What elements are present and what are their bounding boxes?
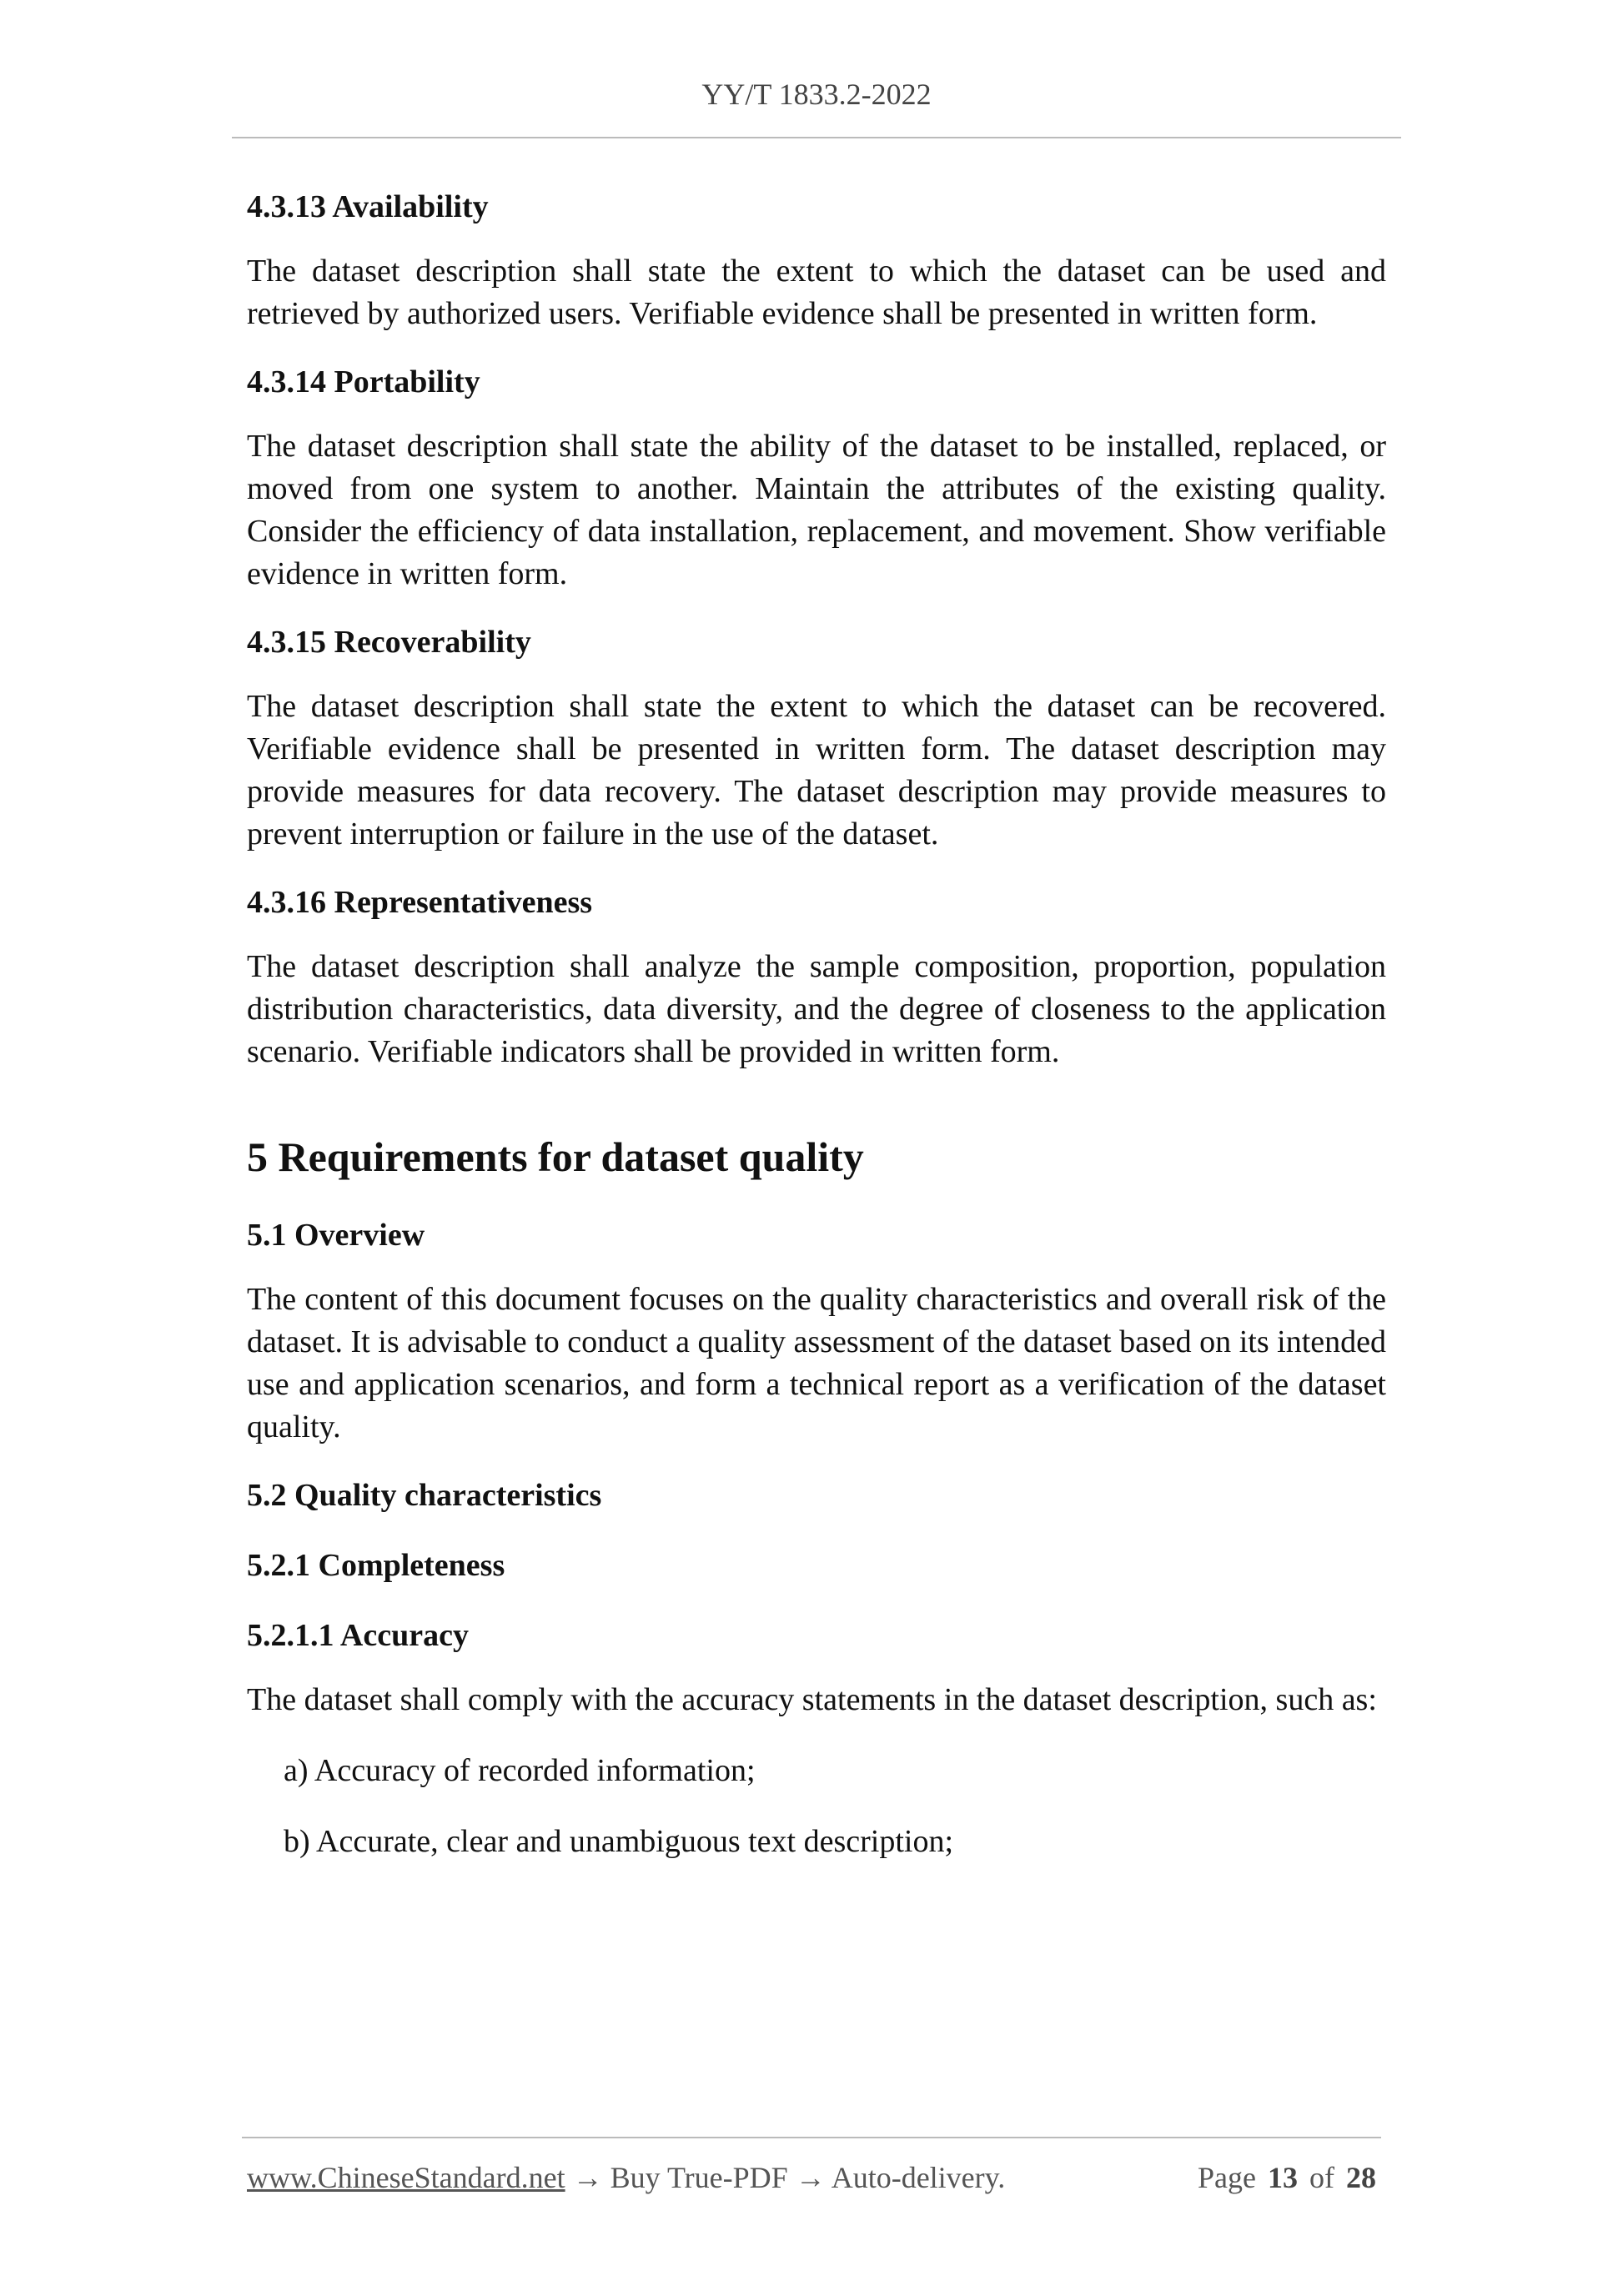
footer-links [247, 2160, 1005, 2195]
site-link[interactable]: www.ChineseStandard.net [247, 2161, 565, 2194]
page-footer [247, 2160, 1376, 2195]
quality-characteristics-heading: 5.2 Quality characteristics [247, 1478, 602, 1513]
page-header: YY/T 1833.2-2022 [701, 78, 932, 111]
current-page-number: 13 [1268, 2161, 1298, 2194]
footer-divider [242, 2137, 1381, 2138]
arrow-right-icon: → [795, 2161, 826, 2194]
section-paragraph-availability: The dataset description shall state the extent to which the dataset can be used and retrieved by authorized users. Verifiable evidence shall be presented in written form. [247, 254, 1386, 331]
section-heading-representativeness: 4.3.16 Representativeness [247, 885, 593, 920]
accuracy-paragraph: The dataset shall comply with the accuracy statements in the dataset description, such as: [247, 1682, 1377, 1717]
chapter-title: 5 Requirements for dataset quality [247, 1133, 864, 1180]
section-paragraph-portability: The dataset description shall state the ability of the dataset to be installed, replaced, or moved from one system to another. Maintain the attributes of the existing quality. Consider the efficiency of data installation, replacement, and movement. Show verifiable evidence in written form. [247, 429, 1386, 591]
overview-heading: 5.1 Overview [247, 1218, 425, 1253]
section-heading-recoverability: 4.3.15 Recoverability [247, 625, 531, 660]
document-body [247, 167, 1386, 1863]
list-item: b) Accurate, clear and unambiguous text description; [284, 1824, 954, 1859]
section-paragraph-recoverability: The dataset description shall state the extent to which the dataset can be recovered. Verifiable evidence shall be presented in written form. The dataset description may provide measures for data recovery. The dataset description may provide measures to prevent interruption or failure in the use of the dataset. [247, 689, 1386, 852]
completeness-heading: 5.2.1 Completeness [247, 1548, 505, 1583]
of-word: of [1309, 2161, 1334, 2194]
page-indicator [1198, 2160, 1376, 2195]
section-heading-portability: 4.3.14 Portability [247, 364, 480, 399]
page-word: Page [1198, 2161, 1256, 2194]
list-item: a) Accuracy of recorded information; [284, 1753, 756, 1788]
section-heading-availability: 4.3.13 Availability [247, 189, 489, 224]
arrow-right-icon: → [572, 2161, 603, 2194]
accuracy-heading: 5.2.1.1 Accuracy [247, 1618, 469, 1653]
overview-paragraph: The content of this document focuses on the quality characteristics and overall risk of the dataset. It is advisable to conduct a quality assessment of the dataset based on its intended use and application scenarios, and form a technical report as a verification of the dataset quality. [247, 1282, 1386, 1444]
section-paragraph-representativeness: The dataset description shall analyze the sample composition, proportion, population distribution characteristics, data diversity, and the degree of closeness to the application scenario. Verifiable indicators shall be provided in written form. [247, 949, 1386, 1069]
total-pages-number: 28 [1346, 2161, 1376, 2194]
buy-true-pdf-text: Buy True-PDF [610, 2161, 788, 2194]
header-divider [232, 137, 1401, 138]
auto-delivery-text: Auto-delivery. [831, 2161, 1006, 2194]
